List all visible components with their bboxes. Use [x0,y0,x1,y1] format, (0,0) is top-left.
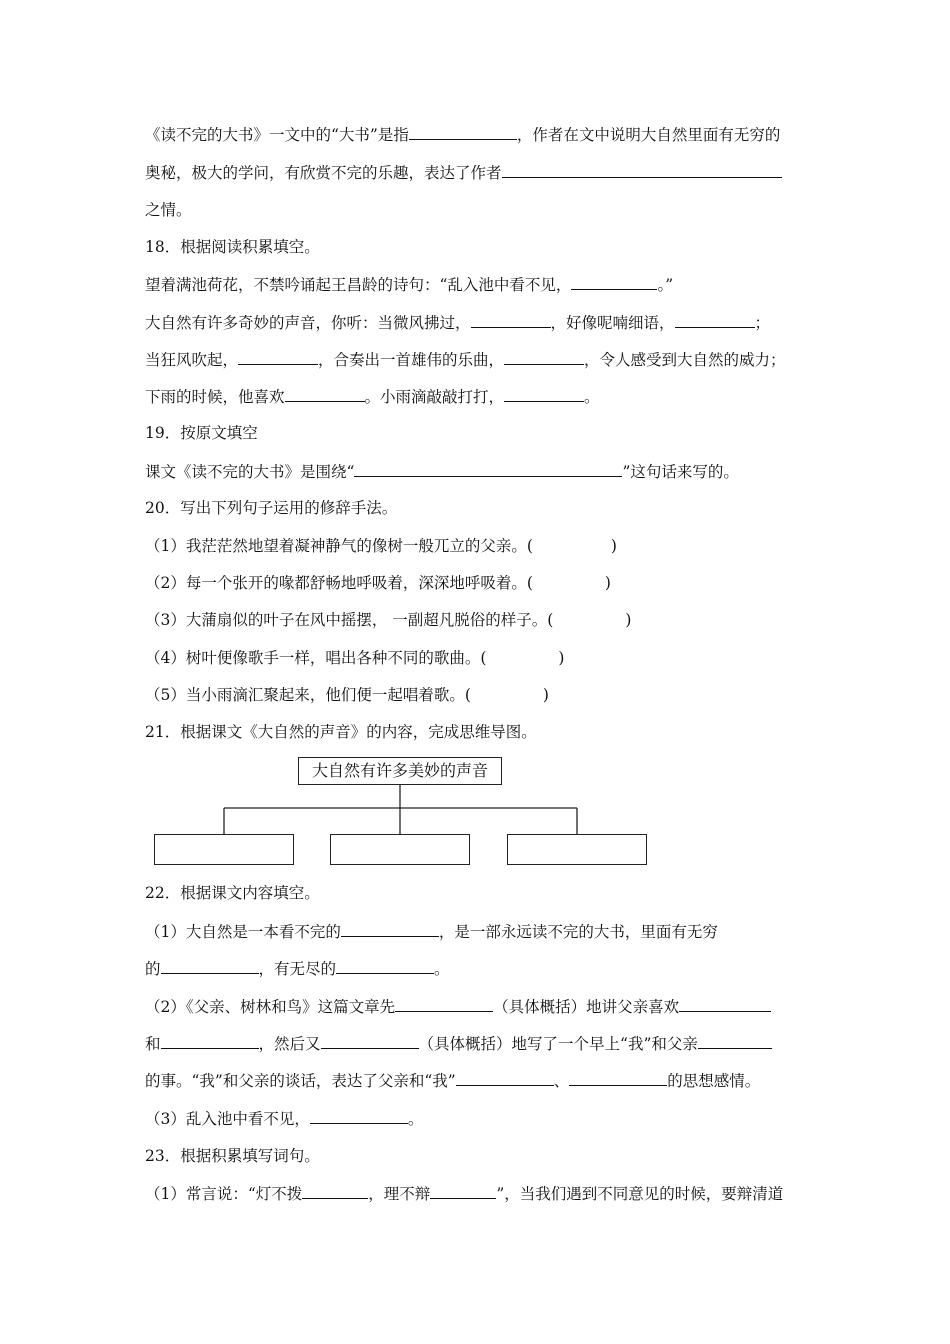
q22-text: （具体概括）地写了一个早上“我”和父亲 [418,1035,698,1053]
q18-text: ，令人感受到大自然的威力； [584,351,786,369]
q17-text: ，作者在文中说明大自然里面有无穷的 [516,126,781,144]
q22-text: 的 [145,960,161,978]
q18-text: 望着满池荷花，不禁吟诵起王昌龄的诗句：“乱入池中看不见， [145,276,572,294]
q20-item-text: （4）树叶便像歌手一样，唱出各种不同的歌曲。( [145,649,487,667]
q22-p3-line [145,1108,423,1129]
q22-text: ，然后又 [258,1035,321,1053]
q18-text: 。 [584,388,600,406]
q22-heading: 22．根据课文内容填空。 [145,884,320,902]
q22-blank[interactable] [161,958,259,974]
q20-close-paren: ) [625,611,632,629]
q20-item-text: （3）大蒲扇似的叶子在风中摇摆， 一副超凡脱俗的样子。( [145,611,554,629]
q22-p1-line-1 [145,921,718,942]
q19-text: ”这句话来写的。 [622,463,739,481]
q22-text: 。 [407,1110,424,1128]
q18-text: 。” [657,276,674,294]
q23-blank[interactable] [302,1183,368,1199]
mindmap-answer-box-2[interactable] [330,834,470,865]
mindmap-answer-box-3[interactable] [507,834,647,865]
q22-p2-line-1 [145,996,771,1017]
q17-text: 之情。 [145,201,192,219]
q19-text: 课文《读不完的大书》是围绕“ [145,463,355,481]
q22-text: （具体概括）地讲父亲喜欢 [493,998,680,1016]
q23-text: ”，当我们遇到不同意见的时候，要辩清道 [496,1185,784,1203]
q22-blank[interactable] [321,1033,419,1049]
q23-line-1 [145,1183,783,1204]
q20-close-paren: ) [542,686,549,704]
q22-blank[interactable] [336,958,434,974]
q18-text: 。小雨滴敲敲打打， [364,388,505,406]
q22-blank[interactable] [310,1108,408,1124]
q22-blank[interactable] [698,1033,772,1049]
q22-blank[interactable] [395,996,493,1012]
q22-blank[interactable] [161,1033,259,1049]
q23-heading: 23．根据积累填写词句。 [145,1147,320,1165]
mindmap-answer-box-1[interactable] [154,834,294,865]
mindmap-root-box: 大自然有许多美妙的声音 [298,757,502,785]
q22-text: 。 [434,960,450,978]
q23-blank[interactable] [430,1183,496,1199]
q20-item-text: （5）当小雨滴汇聚起来，他们便一起唱着歌。( [145,686,471,704]
q22-text: （2）《父亲、树林和鸟》这篇文章先 [145,998,396,1016]
q20-heading: 20．写出下列句子运用的修辞手法。 [145,499,398,517]
q22-text: 、 [553,1072,570,1090]
q18-text: ； [754,314,771,332]
q22-blank[interactable] [456,1070,554,1086]
q18-text: ，好像呢喃细语， [550,314,675,332]
q20-close-paren: ) [558,649,565,667]
q23-text: ，理不辩 [368,1185,431,1203]
q18-heading: 18．根据阅读积累填空。 [145,238,320,256]
q22-text: （3）乱入池中看不见， [145,1110,310,1128]
q20-close-paren: ) [604,574,611,592]
q22-p2-line-3 [145,1070,760,1091]
q21-heading: 21．根据课文《大自然的声音》的内容，完成思维导图。 [145,723,537,741]
q20-item-text: （2）每一个张开的喙都舒畅地呼吸着，深深地呼吸着。( [145,574,533,592]
q18-text: 当狂风吹起， [145,351,239,369]
q22-text: 的思想感情。 [667,1072,761,1090]
q17-text: 奥秘，极大的学问，有欣赏不完的乐趣，表达了作者 [145,164,502,182]
q22-p1-line-2 [145,958,450,979]
q17-text: 《读不完的大书》一文中的“大书”是指 [145,126,409,144]
q20-item-text: （1）我茫茫然地望着凝神静气的像树一般兀立的父亲。( [145,537,533,555]
q22-text: 的事。“我”和父亲的谈话，表达了父亲和“我” [145,1072,456,1090]
q18-text: 下雨的时候，他喜欢 [145,388,285,406]
q20-close-paren: ) [610,537,617,555]
q22-text: ，是一部永远读不完的大书，里面有无穷 [438,923,718,941]
q23-text: （1）常言说：“灯不拨 [145,1185,303,1203]
q22-text: （1）大自然是一本看不完的 [145,923,341,941]
q22-p2-line-2 [145,1033,772,1054]
q18-text: ，合奏出一首雄伟的乐曲， [318,351,505,369]
q22-text: 和 [145,1035,161,1053]
q19-heading: 19．按原文填空 [145,424,258,442]
q22-text: ，有无尽的 [258,960,337,978]
q22-blank[interactable] [569,1070,667,1086]
q18-text: 大自然有许多奇妙的声音，你听：当微风拂过， [145,314,471,332]
q22-blank[interactable] [679,996,771,1012]
q22-blank[interactable] [341,921,439,937]
